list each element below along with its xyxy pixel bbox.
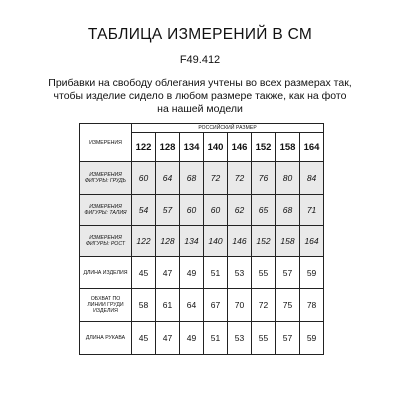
table-cell: 51 (204, 322, 228, 355)
table-cell: 75 (276, 289, 300, 322)
table-cell: 62 (228, 195, 252, 226)
table-cell: 57 (276, 257, 300, 289)
fit-note (0, 77, 400, 116)
table-cell: 67 (204, 289, 228, 322)
table-cell: 80 (276, 162, 300, 195)
table-cell: 71 (300, 195, 324, 226)
fit-note-line: на нашей модели (157, 103, 243, 115)
table-cell: 164 (300, 226, 324, 257)
size-header-cell: 146 (228, 133, 252, 162)
row-label: ИЗМЕРЕНИЯ ФИГУРЫ: РОСТ (80, 226, 132, 257)
table-cell: 59 (300, 322, 324, 355)
table-cell: 54 (132, 195, 156, 226)
table-row (80, 162, 324, 195)
table-cell: 61 (156, 289, 180, 322)
table-cell: 146 (228, 226, 252, 257)
row-label: ДЛИНА РУКАВА (80, 322, 132, 355)
table-cell: 158 (276, 226, 300, 257)
size-header-row (80, 124, 324, 133)
table-cell: 57 (156, 195, 180, 226)
table-cell: 53 (228, 322, 252, 355)
table-cell: 68 (180, 162, 204, 195)
fit-note-line: чтобы изделие сидело в любом размере также, как на фото (53, 90, 347, 102)
table-cell: 53 (228, 257, 252, 289)
table-cell: 72 (252, 289, 276, 322)
table-cell: 58 (132, 289, 156, 322)
table-cell: 78 (300, 289, 324, 322)
table-cell: 49 (180, 322, 204, 355)
table-cell: 140 (204, 226, 228, 257)
table-cell: 84 (300, 162, 324, 195)
table-cell: 60 (132, 162, 156, 195)
table-cell: 60 (204, 195, 228, 226)
table-cell: 55 (252, 257, 276, 289)
article-number: F49.412 (179, 54, 221, 66)
table-row (80, 195, 324, 226)
size-header-cell: 158 (276, 133, 300, 162)
size-header-cell: 164 (300, 133, 324, 162)
table-cell: 45 (132, 257, 156, 289)
table-cell: 122 (132, 226, 156, 257)
row-label: ИЗМЕРЕНИЯ ФИГУРЫ: ГРУДЬ (80, 162, 132, 195)
corner-label: ИЗМЕРЕНИЯ (80, 124, 132, 162)
table-cell: 45 (132, 322, 156, 355)
size-header-cell: 140 (204, 133, 228, 162)
table-cell: 59 (300, 257, 324, 289)
table-row (80, 289, 324, 322)
table-cell: 47 (156, 322, 180, 355)
size-header-cell: 122 (132, 133, 156, 162)
table-cell: 72 (204, 162, 228, 195)
table-row (80, 226, 324, 257)
page-title: ТАБЛИЦА ИЗМЕРЕНИЙ В СМ (87, 26, 313, 43)
table-cell: 68 (276, 195, 300, 226)
size-system-header: РОССИЙСКИЙ РАЗМЕР (132, 124, 324, 133)
size-table (79, 123, 324, 355)
table-cell: 47 (156, 257, 180, 289)
table-cell: 65 (252, 195, 276, 226)
table-cell: 57 (276, 322, 300, 355)
size-header-cell: 134 (180, 133, 204, 162)
table-row (80, 257, 324, 289)
table-cell: 51 (204, 257, 228, 289)
table-row (80, 322, 324, 355)
table-cell: 76 (252, 162, 276, 195)
table-cell: 49 (180, 257, 204, 289)
table-cell: 128 (156, 226, 180, 257)
row-label: ДЛИНА ИЗДЕЛИЯ (80, 257, 132, 289)
size-header-cell: 128 (156, 133, 180, 162)
table-cell: 60 (180, 195, 204, 226)
row-label: ИЗМЕРЕНИЯ ФИГУРЫ: ТАЛИЯ (80, 195, 132, 226)
row-label: ОБХВАТ ПО ЛИНИИ ГРУДИ ИЗДЕЛИЯ (80, 289, 132, 322)
table-cell: 72 (228, 162, 252, 195)
size-header-cell: 152 (252, 133, 276, 162)
table-cell: 70 (228, 289, 252, 322)
table-cell: 152 (252, 226, 276, 257)
table-cell: 134 (180, 226, 204, 257)
table-cell: 55 (252, 322, 276, 355)
table-cell: 64 (180, 289, 204, 322)
table-cell: 64 (156, 162, 180, 195)
fit-note-line: Прибавки на свободу облегания учтены во всех размерах так, (48, 77, 352, 89)
